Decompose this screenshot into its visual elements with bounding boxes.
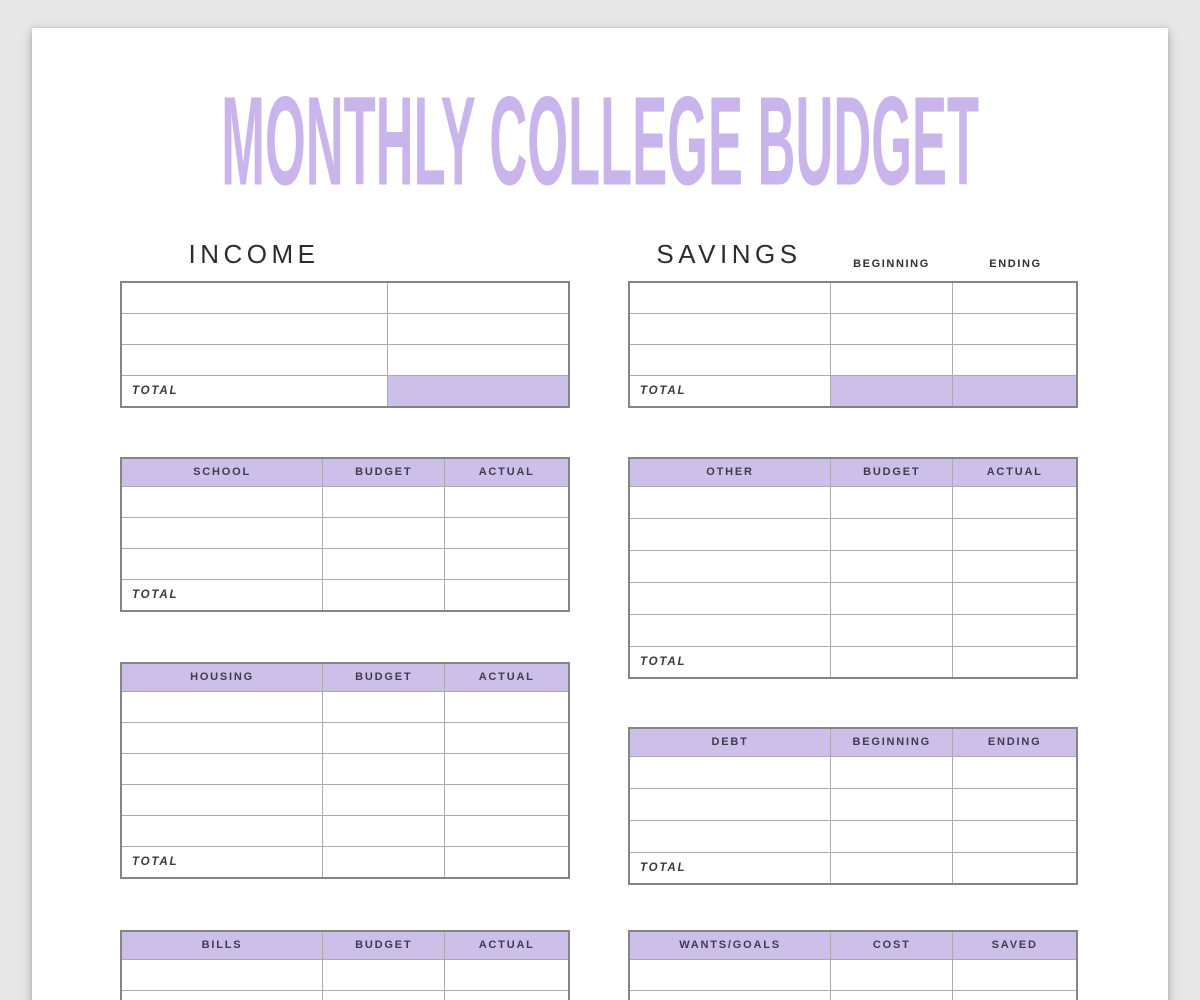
empty-cell	[953, 282, 1077, 313]
table-row	[629, 788, 1077, 820]
empty-cell	[831, 518, 953, 550]
empty-cell	[629, 756, 831, 788]
budget-column-header: BUDGET	[323, 458, 445, 486]
school-header-row	[121, 458, 569, 486]
empty-cell	[445, 753, 569, 784]
wants-goals-header-row	[629, 931, 1077, 959]
housing-column-header: HOUSING	[121, 663, 323, 691]
housing-header-row	[121, 663, 569, 691]
empty-cell	[445, 486, 569, 517]
savings-total-row	[629, 375, 1077, 407]
empty-cell	[121, 517, 323, 548]
empty-cell	[831, 313, 953, 344]
empty-cell	[831, 486, 953, 518]
empty-cell	[629, 614, 831, 646]
table-row	[121, 548, 569, 579]
table-row	[629, 756, 1077, 788]
empty-cell	[629, 582, 831, 614]
page-title	[32, 67, 1168, 217]
empty-cell	[831, 646, 953, 678]
empty-cell	[323, 959, 445, 990]
table-row	[121, 784, 569, 815]
empty-cell	[121, 282, 388, 313]
table-row	[121, 959, 569, 990]
debt-table	[628, 727, 1078, 885]
debt-header-row	[629, 728, 1077, 756]
empty-cell	[953, 486, 1077, 518]
table-row	[121, 990, 569, 1000]
empty-cell	[953, 959, 1077, 990]
bills-column-header: BILLS	[121, 931, 323, 959]
debt-column-header: DEBT	[629, 728, 831, 756]
empty-cell	[831, 852, 953, 884]
empty-cell	[388, 282, 569, 313]
empty-cell	[323, 753, 445, 784]
empty-cell	[831, 959, 953, 990]
empty-cell	[629, 486, 831, 518]
empty-cell	[445, 846, 569, 878]
empty-cell	[121, 815, 323, 846]
school-column-header: SCHOOL	[121, 458, 323, 486]
empty-cell	[445, 548, 569, 579]
table-row	[629, 550, 1077, 582]
table-row	[629, 344, 1077, 375]
empty-cell	[629, 518, 831, 550]
table-row	[121, 815, 569, 846]
empty-cell	[121, 486, 323, 517]
empty-cell	[323, 990, 445, 1000]
empty-cell	[629, 959, 831, 990]
savings-total-beginning-cell	[831, 375, 953, 407]
empty-cell	[953, 788, 1077, 820]
empty-cell	[629, 788, 831, 820]
table-row	[121, 282, 569, 313]
empty-cell	[831, 788, 953, 820]
empty-cell	[953, 582, 1077, 614]
budget-column-header: BUDGET	[831, 458, 953, 486]
beginning-column-header: BEGINNING	[831, 728, 953, 756]
empty-cell	[121, 990, 323, 1000]
bills-table	[120, 930, 570, 1000]
empty-cell	[323, 691, 445, 722]
table-row	[629, 959, 1077, 990]
table-row	[629, 582, 1077, 614]
empty-cell	[121, 548, 323, 579]
other-total-row	[629, 646, 1077, 678]
empty-cell	[121, 313, 388, 344]
empty-cell	[953, 550, 1077, 582]
budget-sheet-page	[32, 28, 1168, 1000]
actual-column-header: ACTUAL	[445, 458, 569, 486]
savings-total-label: TOTAL	[629, 375, 831, 407]
savings-beginning-label: BEGINNING	[853, 258, 930, 270]
empty-cell	[121, 691, 323, 722]
empty-cell	[831, 582, 953, 614]
empty-cell	[445, 579, 569, 611]
empty-cell	[953, 313, 1077, 344]
empty-cell	[388, 313, 569, 344]
income-table	[120, 281, 570, 408]
budget-column-header: BUDGET	[323, 931, 445, 959]
empty-cell	[121, 959, 323, 990]
school-table	[120, 457, 570, 612]
empty-cell	[121, 753, 323, 784]
table-row	[121, 691, 569, 722]
empty-cell	[953, 646, 1077, 678]
empty-cell	[445, 722, 569, 753]
empty-cell	[121, 784, 323, 815]
empty-cell	[323, 517, 445, 548]
savings-total-ending-cell	[953, 375, 1077, 407]
other-header-row	[629, 458, 1077, 486]
empty-cell	[629, 313, 831, 344]
actual-column-header: ACTUAL	[953, 458, 1077, 486]
table-row	[629, 820, 1077, 852]
table-row	[121, 486, 569, 517]
other-table	[628, 457, 1078, 679]
income-total-value-cell	[388, 375, 569, 407]
empty-cell	[831, 614, 953, 646]
empty-cell	[323, 815, 445, 846]
table-row	[629, 313, 1077, 344]
empty-cell	[629, 344, 831, 375]
school-total-row	[121, 579, 569, 611]
empty-cell	[388, 344, 569, 375]
wants-goals-column-header: WANTS/GOALS	[629, 931, 831, 959]
empty-cell	[445, 517, 569, 548]
table-row	[121, 344, 569, 375]
empty-cell	[629, 820, 831, 852]
table-row	[629, 518, 1077, 550]
table-row	[629, 614, 1077, 646]
empty-cell	[953, 756, 1077, 788]
empty-cell	[831, 990, 953, 1000]
empty-cell	[831, 820, 953, 852]
actual-column-header: ACTUAL	[445, 663, 569, 691]
empty-cell	[953, 820, 1077, 852]
actual-column-header: ACTUAL	[445, 931, 569, 959]
empty-cell	[953, 614, 1077, 646]
empty-cell	[323, 846, 445, 878]
empty-cell	[629, 990, 831, 1000]
housing-table	[120, 662, 570, 879]
saved-column-header: SAVED	[953, 931, 1077, 959]
school-total-label: TOTAL	[121, 579, 323, 611]
table-row	[121, 517, 569, 548]
page-title-text: MONTHLY COLLEGE BUDGET	[221, 71, 979, 213]
table-row	[121, 313, 569, 344]
empty-cell	[831, 344, 953, 375]
housing-total-row	[121, 846, 569, 878]
other-total-label: TOTAL	[629, 646, 831, 678]
empty-cell	[629, 550, 831, 582]
debt-total-row	[629, 852, 1077, 884]
empty-cell	[953, 518, 1077, 550]
empty-cell	[323, 784, 445, 815]
income-total-label: TOTAL	[121, 375, 388, 407]
table-row	[629, 282, 1077, 313]
housing-total-label: TOTAL	[121, 846, 323, 878]
empty-cell	[831, 282, 953, 313]
empty-cell	[831, 550, 953, 582]
table-row	[121, 722, 569, 753]
empty-cell	[445, 990, 569, 1000]
empty-cell	[121, 344, 388, 375]
empty-cell	[445, 959, 569, 990]
empty-cell	[323, 579, 445, 611]
savings-heading: SAVINGS	[656, 239, 802, 269]
empty-cell	[831, 756, 953, 788]
table-row	[629, 486, 1077, 518]
savings-ending-label: ENDING	[989, 258, 1042, 270]
empty-cell	[445, 784, 569, 815]
empty-cell	[445, 815, 569, 846]
budget-column-header: BUDGET	[323, 663, 445, 691]
empty-cell	[953, 344, 1077, 375]
empty-cell	[953, 990, 1077, 1000]
empty-cell	[629, 282, 831, 313]
empty-cell	[121, 722, 323, 753]
wants-goals-table	[628, 930, 1078, 1000]
debt-total-label: TOTAL	[629, 852, 831, 884]
bills-header-row	[121, 931, 569, 959]
cost-column-header: COST	[831, 931, 953, 959]
empty-cell	[953, 852, 1077, 884]
empty-cell	[445, 691, 569, 722]
empty-cell	[323, 548, 445, 579]
savings-table	[628, 281, 1078, 408]
table-row	[121, 753, 569, 784]
empty-cell	[323, 722, 445, 753]
income-heading: INCOME	[188, 239, 320, 269]
other-column-header: OTHER	[629, 458, 831, 486]
ending-column-header: ENDING	[953, 728, 1077, 756]
empty-cell	[323, 486, 445, 517]
income-total-row	[121, 375, 569, 407]
table-row	[629, 990, 1077, 1000]
